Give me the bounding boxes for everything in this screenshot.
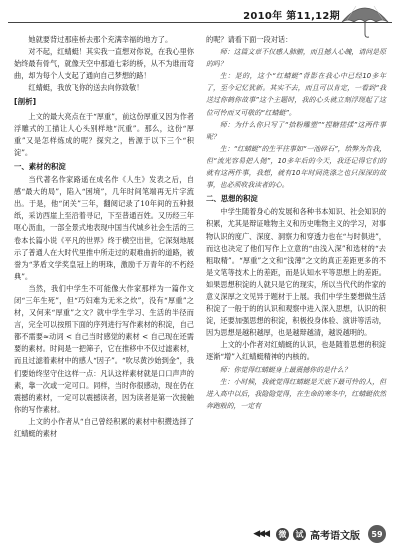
footer-title: 高考语文版 — [310, 530, 360, 542]
dialogue-line: 师：为什么你只写了“拾粉雕塑”“捏糖搓揉”这两件事呢？ — [206, 120, 386, 141]
paragraph: 上文的最大亮点在于“厚重”，前这份厚重又因为作者浮雕式的工描让人心头别样地“沉重”。那么，这份“厚重”又是怎样炼成的呢？探究之，皆源于以下三个“积淀”。 — [14, 111, 194, 157]
dialogue-line: 生：“红蜻蜓”的生平往事如“一池碎石”，给弊为告我，但“流光容易把人抛”，10多年后的今天，我还记得它们的就有这两件事，我想，就有10年时间洗涤之也只深深的故事，也必须收我读者的心。 — [206, 144, 386, 190]
paragraph: 当代著名作家路遥在成名作《人生》发表之后，自感“最大的局”，陷入“困境”，几年时间笔端再无片字流出。于是，他“闭关”三年，翻阅记录了10年间的五种报纸，采访西崖上至沿着寻记，下至普通百姓。又历经三年呕心沥血，一部全景式地表现中国当代城乡社会生活的三卷本长篇小说《平凡的世界》终于横空出世，它深刻地展示了普通人在大时代里推中所走过的艰难曲折的道路，被誉为“茅盾文学奖皇冠上的明珠，激励千万青年的不朽经典”。 — [14, 175, 194, 281]
paragraph: 上文的小作者对红蜻蜓的认识，也是随着思想的积淀逐渐“增”入红蜻蜓精神的内核的。 — [206, 340, 386, 362]
left-column — [14, 34, 194, 440]
paragraph: 的呢？请看下面一段对话： — [206, 35, 293, 44]
dialogue-line: 师：你觉得红蜻蜓身上最震撼你的是什么？ — [219, 365, 351, 374]
arrow-icon: ◀◀◀ — [253, 529, 268, 539]
footer-badge: 试 — [293, 528, 306, 541]
dialogue-line: 师：这篇文章不仅感人肺腑，而且撼人心魄，请问是原的吗？ — [206, 48, 386, 69]
paragraph: 红蜻蜓，我放飞你的送去向你致敬！ — [28, 83, 144, 93]
analysis-label: [剖析] — [14, 97, 37, 107]
issue-label: 2010年 第11,12期 — [243, 11, 340, 22]
dialogue-line: 生：小时候，我就觉得红蜻蜓是天底下最可怜的人，但进入高中以后，我隐隐觉得，在生命的寒冬中，红蜻蜓依然奔跑般的，一定有 — [206, 377, 386, 410]
section-heading: 二、思想的积淀 — [206, 194, 258, 204]
paragraph: 上文的小作者从“自己曾经积累的素材中积攒选择了红蜻蜓的素材 — [14, 416, 194, 438]
paragraph: 她就要背过那座桥去那个充满幸福的地方了。 — [28, 35, 173, 44]
page-number: 59 — [368, 525, 386, 543]
right-column — [206, 34, 386, 412]
paragraph: 中学生随着身心的发展和各种书本知识、社会知识的积累，尤其是辩证唯物主义和历史唯物主义的学习，对事物认识的度广、深度、洞察力和穿透力也在“与时俱进”，而这也决定了他们写作上立意的“由浅入深”和选材的“去粗取精”。“厚重”之文和“浅薄”之文的真正差距更多的不是文笔等技术上的差距，而是认知水平等思想上的差距。如果思想积淀的人就只是它的现实，所以当代代的作家的意义深厚之文见异于题材于上展。我们中学生要想做生活积淀了一般于的的认识和观察中进入深入思想，认识的积淀，还要加强思想的积淀，积极投身体验、演讲等活动，因为思想是越积越厚，也是越辩越清，越说越明的。 — [206, 207, 386, 338]
dialogue-line: 生：是的，这个“红蜻蜓”背影在我心中已经10多年了，至今记忆犹新。其实不去，而且可以肯定，一看到“我送过你鹤你故事”这个主题时，我的心头就立刻浮现起了这位可怜而又可敬的“红蜻蜓”。 — [206, 72, 386, 117]
page-footer — [0, 520, 400, 550]
header-rule — [8, 22, 392, 23]
footer-badge: 微 — [276, 528, 289, 541]
paragraph: 当然，我们中学生不可能像大作家那样为一篇作文闭“三年生死”，但“巧妇难为无米之炊”，没有“厚重”之材，又何来“厚重”之文？就中学生学习、生活的半径而言，完全可以按照下面的序列进行写作素材的积淀，自己都不需要≈动词 < 自己当时感觉的素材 < 自己现在还需要的素材。时间是一把筛子，它在推移中不仅过滤素材，而且过滤着素材中的感人“因子”。“吹尽黄沙始到金”，我们要始终坚守住这样一点：凡认这样素材就是口口声声的素，靠一次或一定可口。同样，当时你很感动，现在仍在震撼的素材，一定可以震撼读者，因为读者是第一次接触你的写作素材。 — [14, 283, 195, 414]
footer-bar — [253, 527, 386, 541]
section-heading: 一、素材的积淀 — [14, 161, 66, 171]
paragraph: 对不起，红蜻蜓！其实我一直想对你说，在我心里你始终最有骨气，就像天空中那道七彩的桥，从不为谁而弯曲，却为每个人支起了通向自己梦想的路！ — [14, 47, 194, 81]
